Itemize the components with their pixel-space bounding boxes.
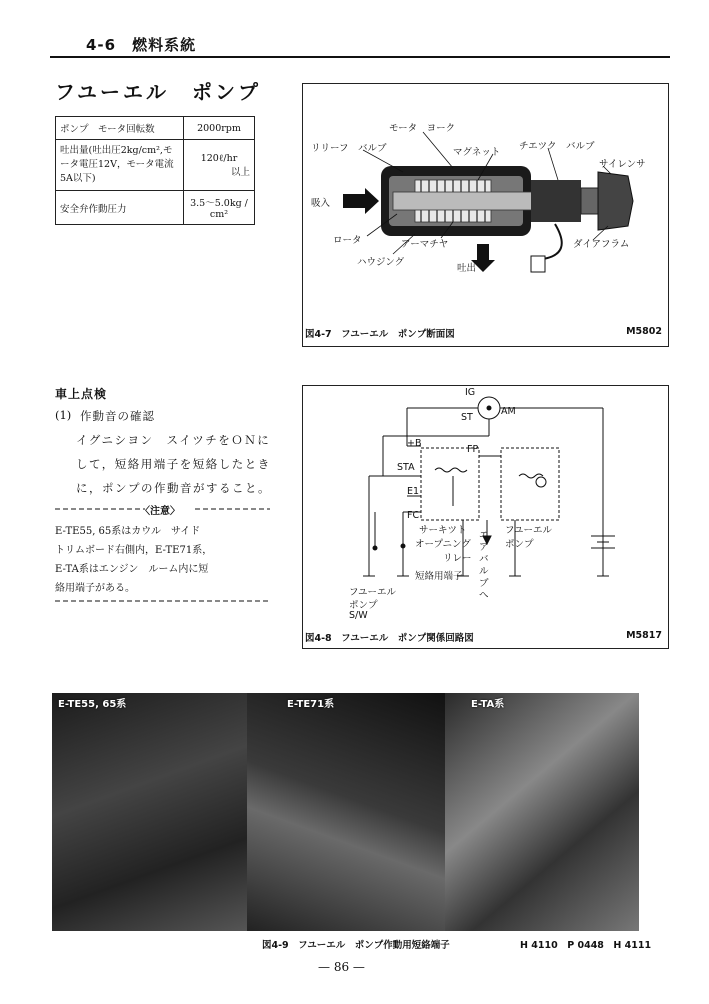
- table-row: [56, 140, 255, 191]
- item-number: (1): [55, 408, 72, 422]
- page-title: フユーエル ポンプ: [55, 80, 261, 104]
- label-e1: E1: [407, 486, 420, 497]
- fig8-code: M5817: [626, 630, 662, 641]
- fig7-frame: [302, 83, 669, 347]
- label-fuel-pump-2: ポンプ: [505, 539, 534, 550]
- note-line: 絡用端子がある。: [55, 583, 135, 594]
- body-line: して，短絡用端子を短絡したとき: [76, 457, 271, 471]
- label-sta: STA: [397, 462, 415, 473]
- photo-label: E-TA系: [471, 699, 505, 710]
- spec-label: 吐出量(吐出圧2kg/cm²,モータ電圧12V，モータ電流5A以下): [56, 140, 184, 191]
- table-row: [56, 117, 255, 140]
- body-line: イグニシヨン スイツチをＯＮに: [76, 433, 271, 447]
- label-intake: 吸入: [311, 198, 331, 209]
- note-label: 〈注意〉: [140, 506, 180, 517]
- fig9-codes: H 4110 P 0448 H 4111: [520, 940, 652, 951]
- label-housing: ハウジング: [357, 257, 405, 268]
- section-title: 4-6 燃料系統: [86, 36, 197, 54]
- label-relief-valve: リリーフ バルブ: [311, 143, 387, 154]
- label-relay-2: オープニング: [415, 539, 471, 550]
- body-line: に，ポンプの作動音がすること。: [76, 481, 271, 495]
- fig9-caption: 図4-9 フユーエル ポンプ作動用短絡端子: [262, 940, 450, 951]
- label-discharge: 吐出: [457, 263, 477, 274]
- photo-e-ta: [445, 693, 639, 931]
- label-fc: FC: [407, 510, 420, 521]
- label-check-valve: チエツク バルブ: [519, 141, 595, 152]
- spec-value-cell: [184, 140, 255, 191]
- photo-label: E-TE71系: [287, 699, 335, 710]
- inspection-heading: 車上点検: [55, 387, 108, 401]
- table-row: [56, 191, 255, 225]
- label-relay-3: リレー: [443, 553, 472, 564]
- fig8-caption: 図4-8 フユーエル ポンプ関係回路図: [305, 633, 474, 644]
- label-st: ST: [461, 412, 473, 423]
- label-magnet: マグネット: [453, 147, 501, 158]
- fuel-pump-cross-section: [303, 84, 668, 346]
- label-fp: FP: [467, 444, 479, 455]
- note-line: E-TA系はエンジン ルーム内に短: [55, 564, 209, 575]
- label-pump-sw-2: ポンプ: [349, 600, 378, 611]
- spec-label: 安全弁作動圧力: [56, 191, 184, 225]
- note-line: E-TE55, 65系はカウル サイド: [55, 526, 201, 537]
- note-dash-rule-bottom: [55, 597, 270, 605]
- label-pump-sw-3: S/W: [349, 610, 368, 621]
- note-line: トリムボード右側内，E-TE71系，: [55, 545, 213, 556]
- label-ig: IG: [465, 387, 476, 398]
- label-armature: アーマチヤ: [401, 239, 449, 250]
- label-diaphragm: ダイアフラム: [573, 239, 630, 250]
- label-pump-sw-1: フユーエル: [349, 587, 397, 598]
- spec-value-suffix: 以上: [230, 166, 250, 178]
- spec-table: [55, 116, 255, 225]
- fig7-caption: 図4-7 フユーエル ポンプ断面図: [305, 329, 455, 340]
- label-am: AM: [501, 406, 516, 417]
- photo-e-te71: [247, 693, 445, 931]
- fig7-code: M5802: [626, 326, 662, 337]
- label-rotor: ロータ: [333, 235, 362, 246]
- label-motor-yoke: モータ ヨーク: [389, 123, 456, 134]
- spec-value: 3.5～5.0kg / cm²: [184, 191, 255, 225]
- photo-label: E-TE55, 65系: [58, 699, 127, 710]
- spec-value: 120ℓ/hr: [200, 152, 238, 164]
- label-air-valve: エアバルブへ: [479, 530, 489, 601]
- label-relay-1: サーキツト: [419, 525, 467, 536]
- header-rule: [50, 56, 670, 58]
- spec-label: ポンプ モータ回転数: [56, 117, 184, 140]
- fig8-frame: [302, 385, 669, 649]
- label-plus-b: +B: [407, 438, 422, 449]
- label-short-terminal: 短絡用端子: [415, 571, 463, 582]
- page-number: — 86 —: [318, 960, 365, 974]
- spec-value: 2000rpm: [184, 117, 255, 140]
- label-fuel-pump-1: フユーエル: [505, 525, 553, 536]
- item-title: 作動音の確認: [80, 409, 155, 423]
- label-silencer: サイレンサ: [599, 159, 646, 170]
- photo-e-te55: [52, 693, 247, 931]
